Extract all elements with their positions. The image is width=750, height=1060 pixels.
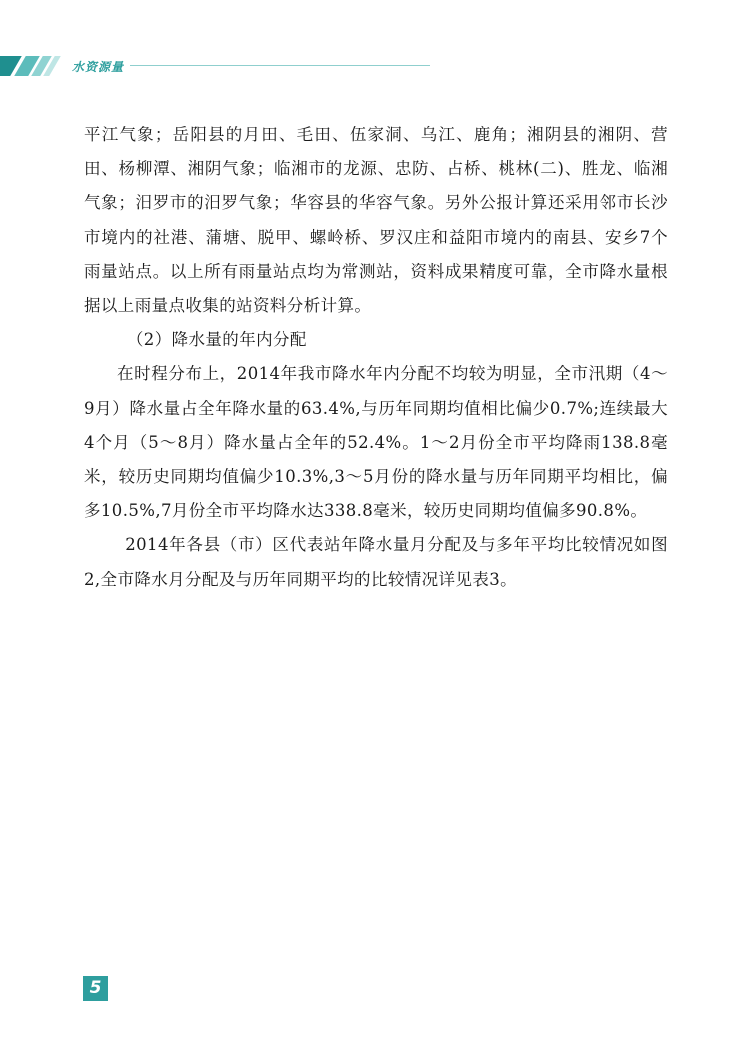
subheading: （2）降水量的年内分配 (126, 330, 307, 350)
header-divider (130, 65, 430, 66)
header-decoration (0, 56, 62, 76)
paragraph-1: 平江气象；岳阳县的月田、毛田、伍家洞、乌江、鹿角；湘阴县的湘阴、营田、杨柳潭、湘阴气象；临湘市的龙源、忠防、占桥、桃林(二)、胜龙、临湘气象；汨罗市的汨罗气象；华容县的华容气象。另外公报计算还采用邻市长沙市境内的社港、蒲塘、脱甲、螺岭桥、罗汉庄和益阳市境内的南县、安乡7个雨量站点。以上所有雨量站点均为常测站，资料成果精度可靠，全市降水量根据以上雨量点收集的站资料分析计算。 (84, 125, 668, 316)
page-number: 5 (83, 976, 108, 1001)
section-title: 水资源量 (72, 60, 125, 74)
paragraph-2: 在时程分布上，2014年我市降水年内分配不均较为明显，全市汛期（4～9月）降水量占全年降水量的63.4%,与历年同期均值相比偏少0.7%;连续最大4个月（5～8月）降水量占全年的52.4%。1～2月份全市平均降雨138.8毫米，较历史同期均值偏少10.3%,3～5月份的降水量与历年同期平均相比，偏多10.5%,7月份全市平均降水达338.8毫米，较历史同期均值偏多90.8%。 (84, 364, 668, 521)
document-body (84, 118, 668, 597)
paragraph-3: 2014年各县（市）区代表站年降水量月分配及与多年平均比较情况如图2,全市降水月分配及与历年同期平均的比较情况详见表3。 (84, 535, 668, 589)
page-header (0, 56, 750, 80)
